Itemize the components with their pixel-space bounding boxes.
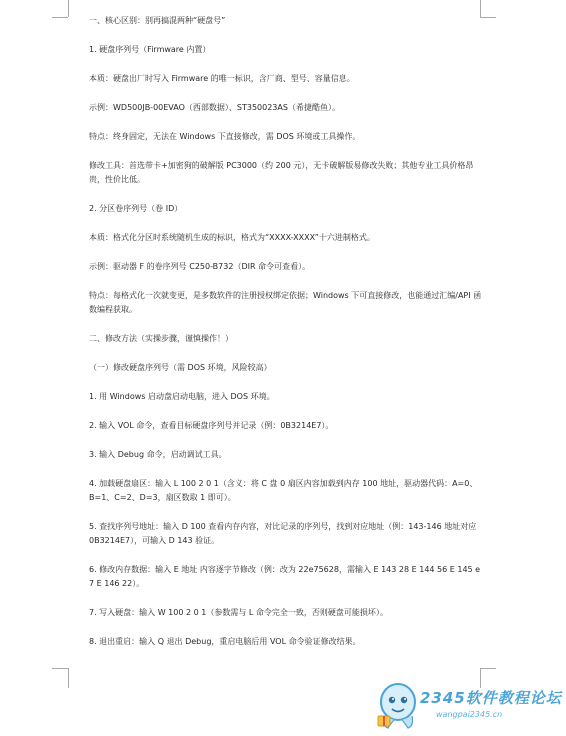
step-item: 7. 写入硬盘：输入 W 100 2 0 1（参数需与 L 命令完全一致，否则硬盘可能损坏）。 [89,608,388,617]
crop-mark-top-left [68,0,69,17]
crop-mark-top-left-h [52,17,68,18]
section-heading: 一、核心区别：别再搞混两种“硬盘号” [89,16,226,25]
crop-mark-bottom-left [68,668,69,688]
crop-mark-bottom-left-h [52,668,68,669]
watermark [376,680,562,734]
subsection-heading: 1. 硬盘序列号（Firmware 内置） [89,45,211,54]
paragraph: 本质：格式化分区时系统随机生成的标识，格式为“XXXX-XXXX”十六进制格式。 [89,233,375,242]
section-heading: 二、修改方法（实操步骤，谨慎操作！） [89,334,233,343]
watermark-url: wangpai2345.cn [436,710,503,719]
step-item: 3. 输入 Debug 命令，启动调试工具。 [89,450,227,459]
step-item: 1. 用 Windows 启动盘启动电脑，进入 DOS 环境。 [89,392,275,401]
paragraph: 修改工具：首选带卡+加密狗的破解版 PC3000（约 200 元），无卡破解版易修改失败；其他专业工具价格昂贵，性价比低。 [89,161,474,184]
paragraph: 示例：WD500JB-00EVAO（西部数据）、ST350023AS（希捷酷鱼）。 [89,103,340,112]
paragraph: 特点：每格式化一次就变更，是多数软件的注册授权绑定依据；Windows 下可直接修改，也能通过汇编/API 函数编程获取。 [89,291,482,314]
mascot-icon [376,680,420,732]
paragraph: 示例：驱动器 F 的卷序列号 C250-B732（DIR 命令可查看）。 [89,262,311,271]
paragraph: 特点：终身固定，无法在 Windows 下直接修改，需 DOS 环境或工具操作。 [89,132,361,141]
watermark-title: 2345软件教程论坛 [420,689,562,707]
document-body [89,14,482,649]
step-item: 2. 输入 VOL 命令，查看目标硬盘序列号并记录（例：0B3214E7）。 [89,421,334,430]
step-item: 4. 加载硬盘扇区：输入 L 100 2 0 1（含义：将 C 盘 0 扇区内容加载到内存 100 地址，驱动器代码：A=0、B=1、C=2、D=3，扇区数取 1 即可）。 [89,479,478,502]
step-item: 8. 退出重启：输入 Q 退出 Debug，重启电脑后用 VOL 命令验证修改结果。 [89,637,361,646]
crop-mark-bottom-right-h [480,668,496,669]
step-item: 5. 查找序列号地址：输入 D 100 查看内存内容，对比记录的序列号，找到对应地址（例：143-146 地址对应 0B3214E7），可输入 D 143 验证。 [89,522,477,545]
step-item: 6. 修改内存数据：输入 E 地址 内容逐字节修改（例：改为 22e75628，需输入 E 143 28 E 144 56 E 145 e7 E 146 22）。 [89,565,481,588]
subsection-heading: （一）修改硬盘序列号（需 DOS 环境，风险较高） [89,363,272,372]
subsection-heading: 2. 分区卷序列号（卷 ID） [89,204,183,213]
paragraph: 本质：硬盘出厂时写入 Firmware 的唯一标识，含厂商、型号、容量信息。 [89,74,355,83]
crop-mark-top-right-h [480,17,496,18]
